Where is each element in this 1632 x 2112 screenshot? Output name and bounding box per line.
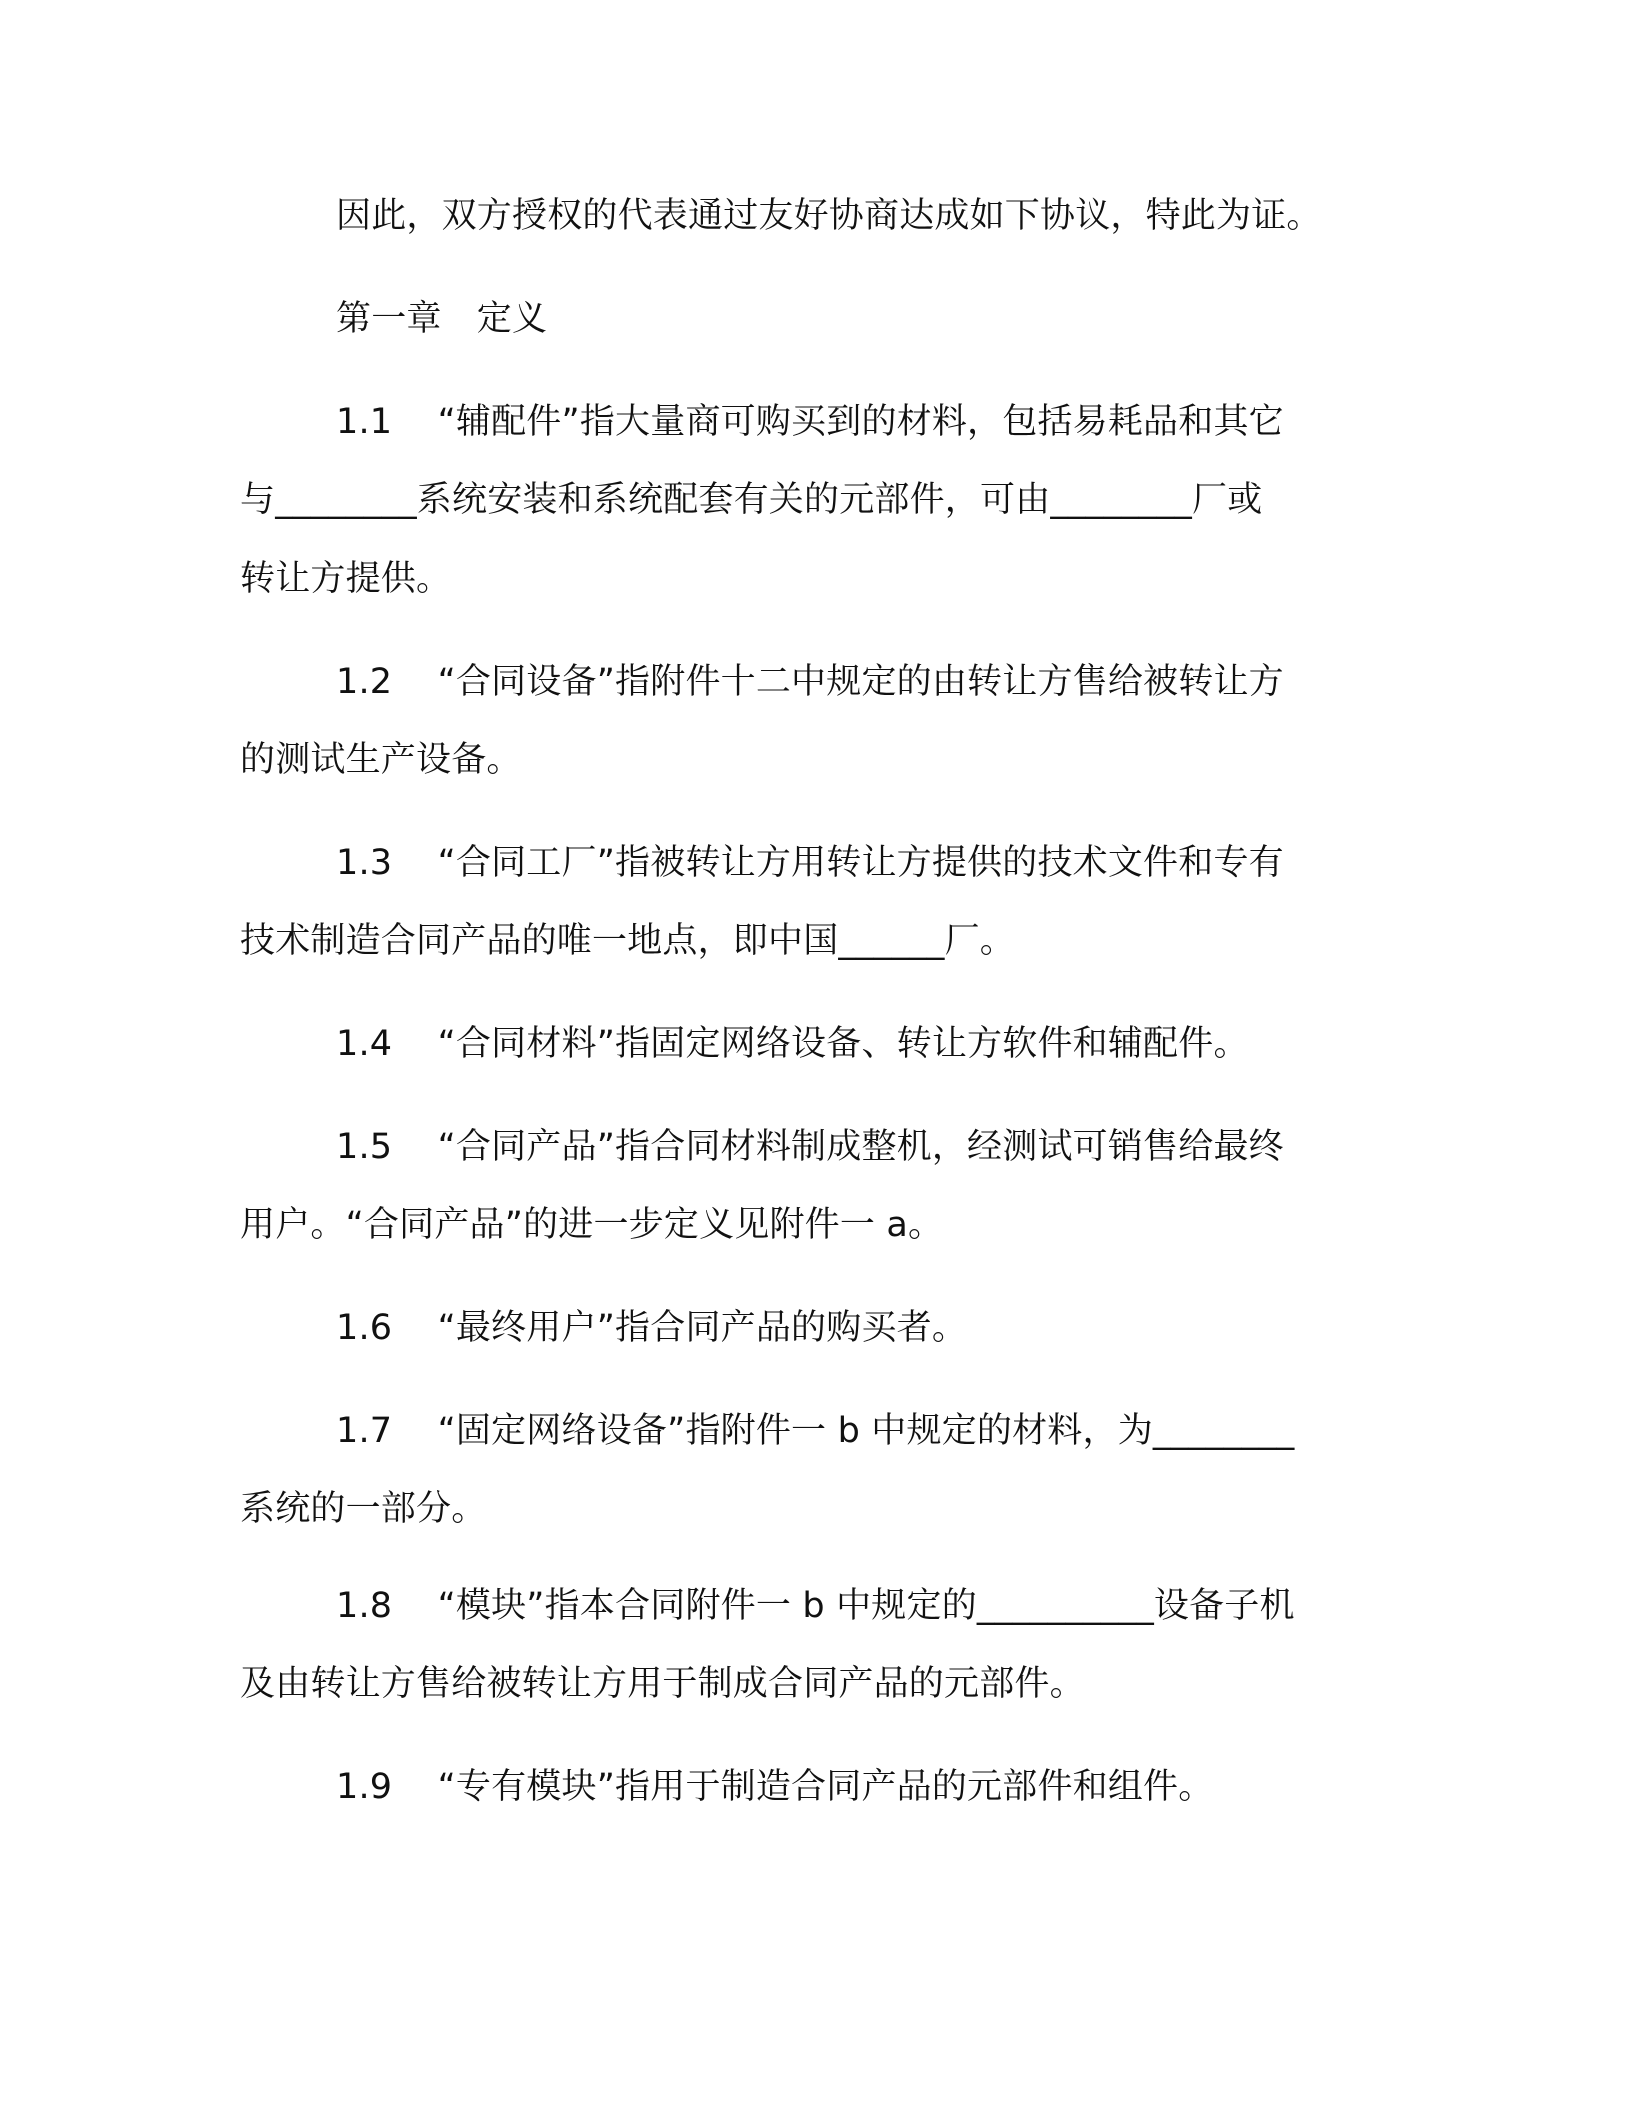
- clause-number: 1.4: [336, 1024, 393, 1064]
- clause-number: 1.1: [336, 402, 393, 442]
- clause-1-3-first-line: [336, 843, 1284, 883]
- clause-1-7-first-line: [336, 1411, 1295, 1451]
- clause-1-8-line-2: 及由转让方售给被转让方用于制成合同产品的元部件。: [240, 1664, 1085, 1704]
- clause-number: 1.6: [336, 1308, 393, 1348]
- clause-text: “固定网络设备”指附件一 b 中规定的材料，为________: [437, 1411, 1295, 1451]
- clause-number: 1.2: [336, 662, 393, 702]
- clause-number: 1.9: [336, 1767, 393, 1807]
- clause-1-2-first-line: [336, 662, 1284, 702]
- clause-number: 1.3: [336, 843, 393, 883]
- clause-1-3-line-2: 技术制造合同产品的唯一地点，即中国______厂。: [240, 921, 1016, 961]
- clause-1-8-first-line: [336, 1586, 1295, 1626]
- clause-1-6-first-line: [336, 1308, 968, 1348]
- clause-1-7-line-2: 系统的一部分。: [240, 1489, 487, 1529]
- clause-1-5-line-2: 用户。“合同产品”的进一步定义见附件一 a。: [240, 1205, 944, 1245]
- clause-1-1-line-3: 转让方提供。: [240, 559, 452, 599]
- intro-paragraph: 因此，双方授权的代表通过友好协商达成如下协议，特此为证。: [336, 196, 1322, 236]
- clause-number: 1.5: [336, 1127, 393, 1167]
- clause-text: “辅配件”指大量商可购买到的材料，包括易耗品和其它: [437, 402, 1284, 442]
- clause-1-9-first-line: [336, 1767, 1214, 1807]
- clause-number: 1.8: [336, 1586, 393, 1626]
- clause-number: 1.7: [336, 1411, 393, 1451]
- clause-1-1-first-line: [336, 402, 1284, 442]
- clause-text: “合同设备”指附件十二中规定的由转让方售给被转让方: [437, 662, 1284, 702]
- clause-text: “模块”指本合同附件一 b 中规定的__________设备子机: [437, 1586, 1295, 1626]
- chapter-heading: 第一章 定义: [336, 299, 548, 339]
- clause-text: “合同产品”指合同材料制成整机，经测试可销售给最终: [437, 1127, 1284, 1167]
- clause-text: “最终用户”指合同产品的购买者。: [437, 1308, 968, 1348]
- clause-1-1-line-2: 与________系统安装和系统配套有关的元部件，可由________厂或: [240, 480, 1263, 520]
- clause-text: “专有模块”指用于制造合同产品的元部件和组件。: [437, 1767, 1214, 1807]
- clause-text: “合同工厂”指被转让方用转让方提供的技术文件和专有: [437, 843, 1284, 883]
- clause-1-4-first-line: [336, 1024, 1249, 1064]
- clause-text: “合同材料”指固定网络设备、转让方软件和辅配件。: [437, 1024, 1249, 1064]
- clause-1-5-first-line: [336, 1127, 1284, 1167]
- clause-1-2-line-2: 的测试生产设备。: [240, 740, 522, 780]
